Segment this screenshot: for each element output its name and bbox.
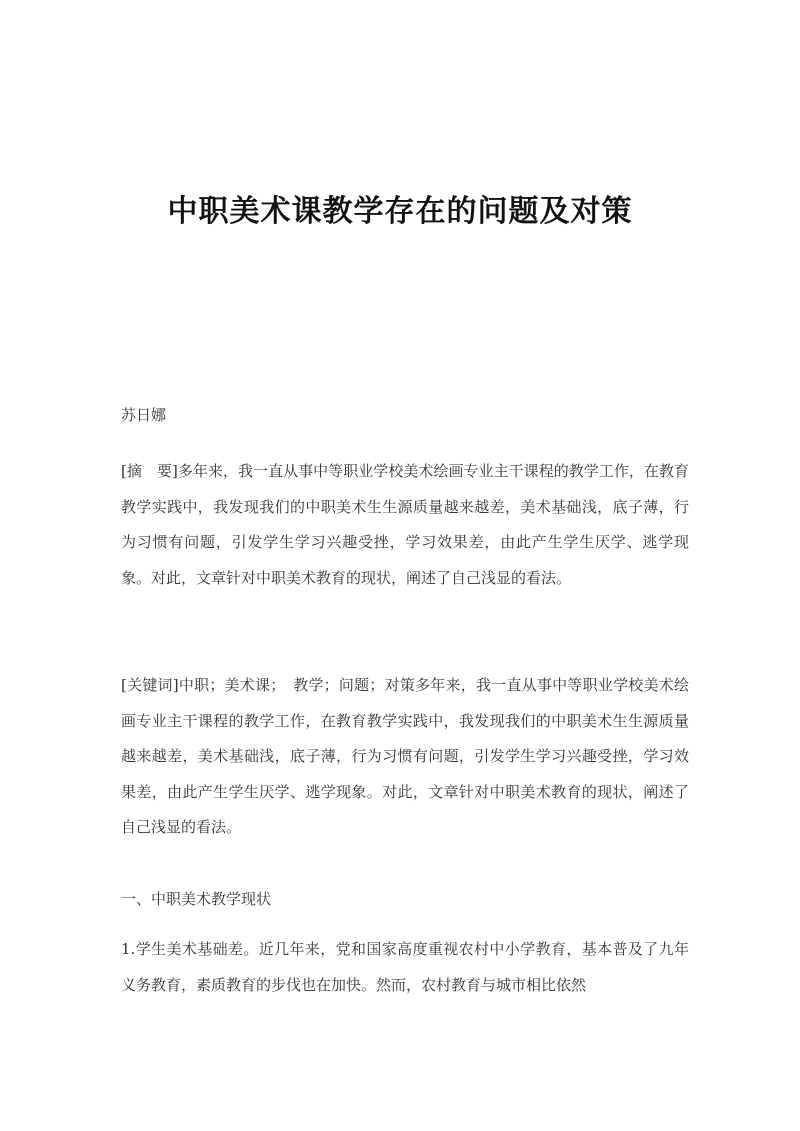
author-name: 苏日娜 [121,406,167,424]
section-heading: 一、中职美术教学现状 [121,890,272,908]
keywords-paragraph: [关键词]中职；美术课； 教学；问题；对策多年来，我一直从事中等职业学校美术绘画专业主干课程的教学工作，在教育教学实践中，我发现我们的中职美术生生源质量越来越差，美术基础浅，底子薄，行为习惯有问题，引发学生学习兴趣受挫，学习效果差，由此产生学生厌学、逃学现象。对此，文章针对中职美术教育的现状，阐述了自己浅显的看法。 [121,676,689,836]
abstract-paragraph: [摘 要]多年来，我一直从事中等职业学校美术绘画专业主干课程的教学工作，在教育教学实践中，我发现我们的中职美术生生源质量越来越差，美术基础浅，底子薄，行为习惯有问题，引发学生学习兴趣受挫，学习效果差，由此产生学生厌学、逃学现象。对此，文章针对中职美术教育的现状，阐述了自己浅显的看法。 [121,462,689,587]
document-title: 中职美术课教学存在的问题及对策 [167,194,633,229]
body-paragraph: 1.学生美术基础差。近几年来，党和国家高度重视农村中小学教育，基本普及了九年义务教育，素质教育的步伐也在加快。然而，农村教育与城市相比依然 [121,940,689,994]
